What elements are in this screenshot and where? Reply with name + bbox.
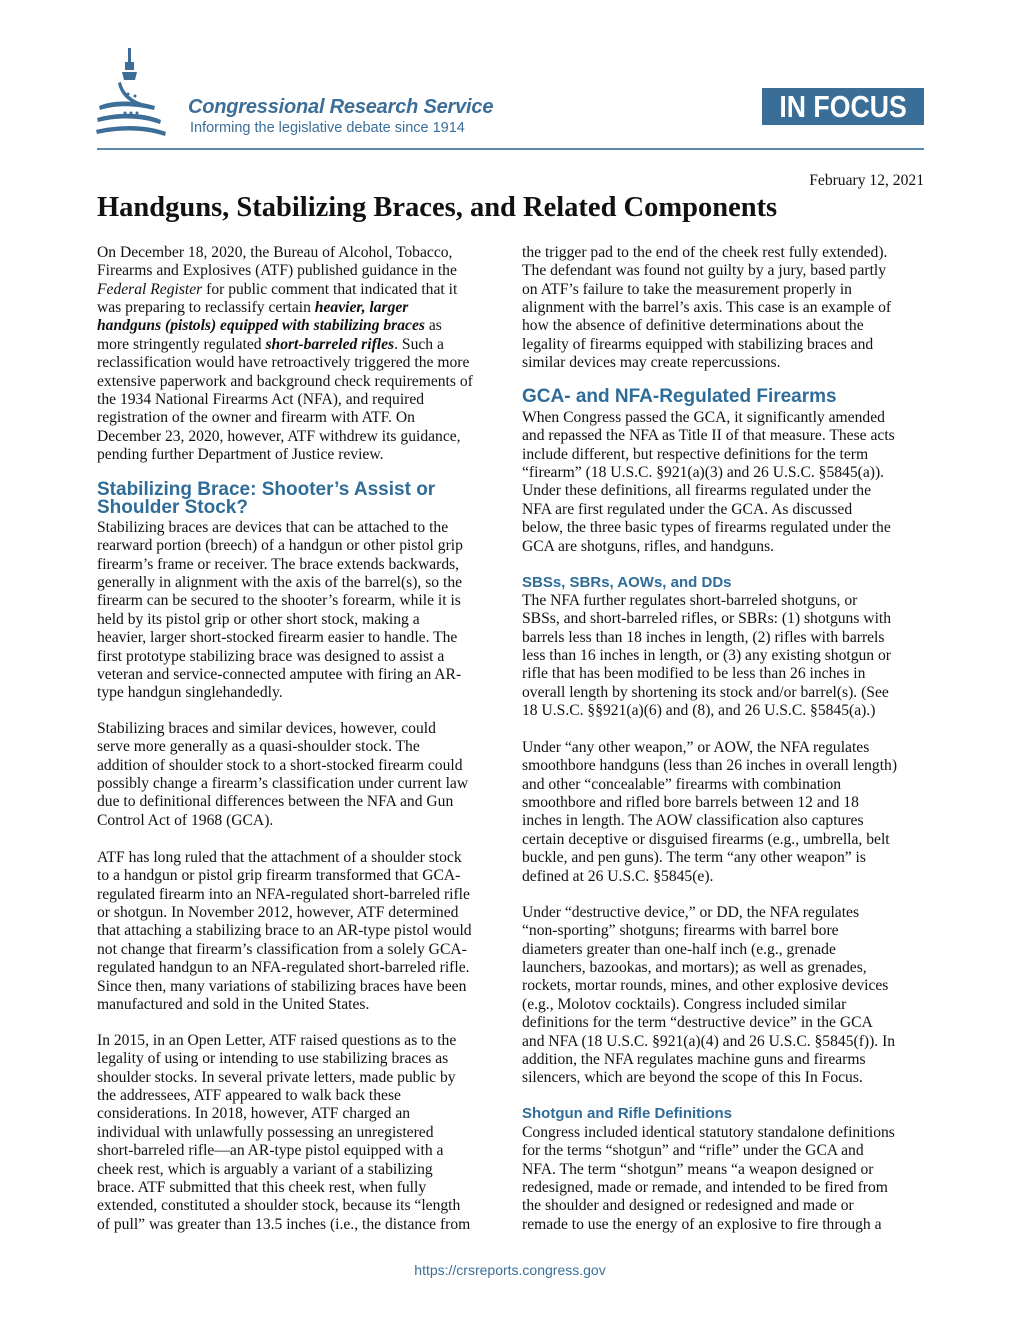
paragraph	[522, 739, 897, 886]
text-line: barrels less than 18 inches in length, (2) rifles with barrels	[522, 628, 885, 646]
text-line: When Congress passed the GCA, it significantly amended	[522, 409, 885, 426]
text-line: addition of shoulder stock to a short-stocked firearm could	[97, 756, 463, 774]
text-line: ATF has long ruled that the attachment of a shoulder stock	[97, 849, 462, 866]
paragraph	[97, 244, 473, 464]
text-line: heavier, larger short-stocked firearm easier to handle. The	[97, 629, 458, 647]
text-line: below, the three basic types of firearms regulated under the	[522, 519, 891, 537]
text-line: generally in alignment with the axis of the barrel(s), so the	[97, 574, 463, 592]
text-line: Shoulder Stock?	[97, 497, 248, 518]
text-line: serve more generally as a quasi-shoulder stock. The	[97, 738, 420, 756]
text-line: alignment with the barrel’s axis. This case is an example of	[522, 299, 892, 317]
text-line: silencers, which are beyond the scope of this In Focus.	[522, 1069, 863, 1087]
text-line: how the absence of definitive determinations about the	[522, 317, 864, 335]
text-line: and NFA (18 U.S.C. §921(a)(4) and 26 U.S.C. §5845(f)). In	[522, 1032, 896, 1050]
text-line: type handgun singlehandedly.	[97, 684, 283, 702]
text-line: Stabilizing braces and similar devices, however, could	[97, 720, 436, 737]
text-line: regulated handgun to an NFA-regulated short-barreled rifle.	[97, 959, 470, 977]
text-line: possibly change a firearm’s classification under current law	[97, 775, 469, 793]
text-line: December 23, 2020, however, ATF withdrew its guidance,	[97, 427, 461, 445]
italic-text: Federal Register	[97, 280, 203, 298]
text-line: inches in length. The AOW classification also captures	[522, 812, 864, 830]
text-line: cheek rest, which is arguably a variant of a stabilizing	[97, 1160, 433, 1178]
org-tagline: Informing the legislative debate since 1914	[190, 120, 465, 136]
text-line: extended, constituted a shoulder stock, because its “length	[97, 1197, 461, 1215]
text-line: and other “concealable” firearms with combination	[522, 775, 842, 793]
text-line	[97, 336, 473, 354]
text-line: the trigger pad to the end of the cheek rest fully extended).	[522, 244, 888, 261]
text-line: In 2015, in an Open Letter, ATF raised questions as to the	[97, 1032, 457, 1049]
text-line: for the terms “shotgun” and “rifle” under the GCA and	[522, 1142, 864, 1160]
text-line: legality of firearms equipped with stabilizing braces and	[522, 335, 874, 353]
text-line: The NFA further regulates short-barreled shotguns, or	[522, 592, 858, 609]
paragraph	[97, 849, 472, 1014]
text-line: less than 16 inches in length, or (3) any existing shotgun or	[522, 647, 891, 665]
text-line: similar devices may create repercussions.	[522, 354, 781, 372]
header-divider	[97, 148, 924, 150]
emphasis-text: handguns (pistols) equipped with stabilizing braces	[97, 317, 425, 335]
text-segment: was preparing to reclassify certain	[97, 299, 315, 317]
text-line: and repassed the NFA as Title II of that measure. These acts	[522, 427, 895, 445]
text-line: held by its pistol grip or other short stock, making a	[97, 610, 420, 628]
text-line: “non-sporting” shotguns; firearms with barrel bore	[522, 922, 839, 940]
text-line: diameters greater than one-half inch (e.g., grenade	[522, 940, 836, 958]
text-line: Firearms and Explosives (ATF) published guidance in the	[97, 262, 457, 280]
text-segment: as	[424, 317, 442, 335]
text-line: NFA. The term “shotgun” means “a weapon designed or	[522, 1160, 874, 1178]
text-line: rearward portion (breech) of a handgun or other pistol grip	[97, 537, 463, 555]
paragraph	[97, 1032, 470, 1234]
emphasis-text: short-barreled rifles	[265, 335, 395, 353]
paragraph	[522, 244, 891, 373]
text-segment: more stringently regulated	[97, 335, 266, 353]
text-line: veteran and service-connected amputee with firing an AR-	[97, 665, 462, 683]
emphasis-text: heavier, larger	[314, 299, 409, 317]
publication-date: February 12, 2021	[809, 172, 924, 189]
text-line: the addressees, ATF appeared to walk back these	[97, 1087, 401, 1105]
text-line: redesigned, made or remade, and intended to be fired from	[522, 1179, 888, 1197]
text-line: individual with unlawfully possessing an unregistered	[97, 1123, 434, 1141]
text-line: short-barreled rifle—an AR-type pistol equipped with a	[97, 1142, 444, 1160]
text-line: Control Act of 1968 (GCA).	[97, 811, 274, 829]
text-line: definitions for the term “destructive device” in the GCA	[522, 1014, 873, 1032]
text-line: or shotgun. In November 2012, however, ATF determined	[97, 904, 459, 922]
text-line: addition, the NFA regulates machine guns and firearms	[522, 1050, 866, 1068]
paragraph	[97, 519, 463, 703]
text-line: SBSs, SBRs, AOWs, and DDs	[522, 574, 732, 591]
text-line: Under “any other weapon,” or AOW, the NFA regulates	[522, 739, 870, 756]
paragraph	[522, 1124, 895, 1234]
footer-url-link[interactable]: https://crsreports.congress.gov	[414, 1262, 606, 1278]
paragraph	[97, 720, 468, 830]
text-line: on ATF’s failure to take the measurement properly in	[522, 280, 852, 298]
capitol-dome-logo-icon	[95, 46, 185, 146]
text-line: remade to use the energy of an explosive to fire through a	[522, 1215, 882, 1233]
paragraph	[522, 409, 895, 556]
text-line: rifle that has been modified to be less than 26 inches in	[522, 665, 866, 683]
text-line: rockets, mortar rounds, mines, and other explosive devices	[522, 977, 889, 995]
text-line: The defendant was found not guilty by a jury, based partly	[522, 262, 887, 280]
text-line: the shoulder and designed or redesigned and made or	[522, 1197, 854, 1215]
text-line: 18 U.S.C. §§921(a)(6) and (8), and 26 U.S.C. §5845(a).)	[522, 702, 876, 720]
badge-label: IN FOCUS	[779, 89, 907, 124]
text-line: Congress included identical statutory standalone definitions	[522, 1124, 895, 1141]
text-line: Since then, many variations of stabilizing braces have been	[97, 977, 467, 995]
section-heading	[97, 481, 435, 517]
text-line: considerations. In 2018, however, ATF charged an	[97, 1105, 411, 1123]
text-line: brace. ATF submitted that this cheek rest, when fully	[97, 1178, 427, 1196]
text-segment: . Such a	[394, 335, 444, 353]
paragraph	[522, 592, 891, 721]
text-line: smoothbore handguns (less than 26 inches in overall length)	[522, 757, 898, 775]
text-line: “firearm” (18 U.S.C. §921(a)(3) and 26 U.S.C. §5845(a)).	[522, 464, 885, 482]
subsection-heading	[522, 1105, 732, 1123]
text-line	[97, 299, 473, 317]
text-line: firearm can be secured to the shooter’s forearm, while it is	[97, 592, 461, 610]
text-line: due to definitional differences between the NFA and Gun	[97, 793, 454, 811]
text-line: Under these definitions, all firearms regulated under the	[522, 482, 872, 500]
text-line: Stabilizing braces are devices that can be attached to the	[97, 519, 449, 536]
subsection-heading	[522, 574, 732, 592]
text-line: the 1934 National Firearms Act (NFA), and required	[97, 390, 425, 408]
text-line: certain deceptive or disguised firearms (e.g., umbrella, belt	[522, 830, 890, 848]
text-line: GCA are shotguns, rifles, and handguns.	[522, 537, 775, 555]
text-line: shoulder stocks. In several private letters, made public by	[97, 1068, 456, 1086]
text-line: overall length by shortening its stock and/or barrel(s). (See	[522, 683, 889, 701]
text-line: reclassification would have retroactively triggered the more	[97, 354, 470, 372]
text-line: Under “destructive device,” or DD, the NFA regulates	[522, 904, 860, 921]
text-line: firearm’s frame or receiver. The brace extends backwards,	[97, 555, 460, 573]
paragraph	[522, 904, 895, 1088]
text-line: buckle, and pen guns). The term “any other weapon” is	[522, 849, 866, 867]
text-line: launchers, bazookas, and mortars); as well as grenades,	[522, 959, 867, 977]
text-line: include different, but respective definitions for the term	[522, 445, 869, 463]
text-line: regulated firearm into an NFA-regulated short-barreled rifle	[97, 885, 470, 903]
text-line: NFA are first regulated under the GCA. As discussed	[522, 500, 853, 518]
text-line: of pull” was greater than 13.5 inches (i.e., the distance from	[97, 1215, 471, 1233]
text-line: first prototype stabilizing brace was designed to assist a	[97, 647, 445, 665]
text-line: defined at 26 U.S.C. §5845(e).	[522, 867, 714, 885]
text-line: Stabilizing Brace: Shooter’s Assist or	[97, 479, 436, 500]
text-line: (e.g., Molotov cocktails). Congress included similar	[522, 995, 847, 1013]
text-line: extensive paperwork and background check requirements of	[97, 372, 473, 390]
text-line: not change that firearm’s classification from a solely GCA-	[97, 940, 467, 958]
text-line: On December 18, 2020, the Bureau of Alcohol, Tobacco,	[97, 244, 453, 261]
in-focus-badge	[762, 88, 924, 125]
text-line: SBSs, and short-barreled rifles, or SBRs: (1) shotguns with	[522, 610, 892, 628]
text-line: smoothbore and rifled bore barrels between 12 and 18	[522, 794, 859, 812]
org-name: Congressional Research Service	[188, 96, 494, 118]
text-line: manufactured and sold in the United States.	[97, 995, 370, 1013]
text-line	[97, 281, 473, 299]
text-line: Shotgun and Rifle Definitions	[522, 1105, 732, 1122]
text-segment: for public comment that indicated that it	[202, 280, 458, 298]
text-line: that attaching a stabilizing brace to an AR-type pistol would	[97, 922, 472, 940]
text-line: pending further Department of Justice review.	[97, 445, 384, 463]
text-line: GCA- and NFA-Regulated Firearms	[522, 386, 837, 407]
text-line: to a handgun or pistol grip firearm transformed that GCA-	[97, 867, 461, 885]
text-line: legality of using or intending to use stabilizing braces as	[97, 1050, 449, 1068]
section-heading	[522, 388, 837, 406]
page-title: Handguns, Stabilizing Braces, and Related Components	[97, 192, 778, 223]
text-line	[97, 317, 473, 335]
text-line: registration of the owner and firearm with ATF. On	[97, 409, 415, 427]
